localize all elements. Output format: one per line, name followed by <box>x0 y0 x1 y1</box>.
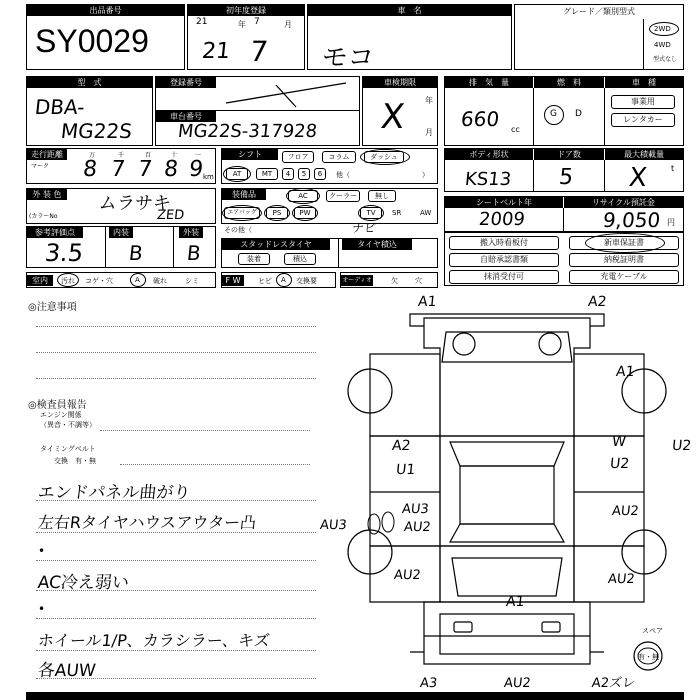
equip-ps: PS <box>266 207 288 219</box>
exterior-grade-label: 外装 <box>179 227 203 238</box>
mark-au2-left: AU2 <box>403 520 432 535</box>
mileage-unit-sen: 千 <box>118 152 125 159</box>
car-damage-diagram <box>340 296 686 692</box>
equip-ps-circle <box>264 205 290 221</box>
legend-strip <box>26 692 684 700</box>
color-code: ZED <box>156 208 185 223</box>
shift-box <box>221 148 438 184</box>
doc-tax: 納税証明書 <box>569 253 679 267</box>
tire-load-label: タイヤ積込 <box>342 239 412 250</box>
equip-tv: TV <box>360 207 382 219</box>
cond-a-circle <box>130 273 146 287</box>
color-box <box>26 188 216 224</box>
equip-aw: AW <box>420 209 432 217</box>
mark-a1-front: A1 <box>417 294 438 310</box>
studless-label: スタッドレスタイヤ <box>222 239 330 250</box>
shift-at-circle <box>223 166 251 182</box>
mileage-unit: km <box>203 173 214 181</box>
equip-pw-circle <box>292 205 318 221</box>
inspection-month-unit: 月 <box>425 128 433 137</box>
equip-other-label: その他（ <box>224 226 252 234</box>
chassis-label: 車台番号 <box>156 111 216 122</box>
mileage-digit-4: 8 <box>162 157 180 182</box>
equip-airbag-circle <box>222 205 262 221</box>
shift-at: AT <box>226 168 248 180</box>
load-unit: t <box>671 164 675 173</box>
equip-other-value: ナビ <box>351 221 377 235</box>
body-value: KS13 <box>463 169 513 190</box>
cond-a: A <box>135 276 140 284</box>
inspection-box <box>362 76 438 146</box>
color-value: ムラサキ <box>97 193 172 214</box>
fw-label: F W <box>222 275 244 286</box>
fw-a-circle <box>276 273 292 287</box>
spare-value: 有・無 <box>638 653 659 661</box>
exterior-grade-value: B <box>185 241 202 265</box>
recycle-unit: 円 <box>667 218 675 227</box>
shift-4: 4 <box>282 168 294 180</box>
score-label: 参考評価点 <box>27 227 83 238</box>
registration-chassis-box <box>155 76 360 146</box>
mark-au2-bottom: AU2 <box>503 676 532 691</box>
report-line-6: ホイール1/P、カラシラー、キズ <box>36 631 271 650</box>
mark-a1-rear: A1 <box>505 594 526 610</box>
mileage-unit-juu: 十 <box>171 152 178 159</box>
timing-belt-sub: 交換 有・無 <box>54 457 96 465</box>
fw-a: A <box>281 276 286 284</box>
interior-grade-value: B <box>127 241 144 265</box>
equip-ac-circle <box>286 188 320 204</box>
mark-a2-front: A2 <box>587 294 608 310</box>
equipment-label: 装備品 <box>222 189 266 200</box>
recycle-value: 9,050 <box>601 208 662 232</box>
documents-box <box>444 232 684 286</box>
recycle-label: リサイクル預託金 <box>564 197 683 208</box>
studless-loaded: 積込 <box>284 253 316 265</box>
shift-5: 5 <box>298 168 310 180</box>
first-reg-month-unit: 月 <box>284 20 292 29</box>
model-label: 型 式 <box>27 77 152 88</box>
report-line-2: 左右Rタイヤハウスアウター凸 <box>36 513 258 532</box>
report-line-4: AC冷え弱い <box>36 573 130 593</box>
first-registration-box <box>187 4 305 70</box>
shift-mt: MT <box>256 168 278 180</box>
inspection-value: X <box>378 97 407 137</box>
mark-a1-right: A1 <box>615 364 636 380</box>
spare-label: スペア <box>642 627 663 635</box>
cond-dirt: 汚れ <box>61 277 75 285</box>
reg-number-crossout <box>216 81 356 111</box>
interior-condition-box <box>26 272 216 288</box>
mileage-mark-label: マーク <box>31 163 50 170</box>
lot-number-box <box>26 4 185 70</box>
first-reg-year-unit: 年 <box>238 20 246 29</box>
drive-none: 型式なし <box>652 56 677 63</box>
color-label: 外 装 色 <box>27 189 67 200</box>
equipment-box <box>221 188 438 235</box>
timing-belt-label: タイミングベルト <box>40 445 96 453</box>
drive-2wd-circle <box>649 22 679 36</box>
first-reg-month-printed: 7 <box>254 17 260 27</box>
interior-cond-label: 室内 <box>27 275 53 286</box>
body-box <box>444 148 684 192</box>
mark-u1-left-door: U1 <box>395 462 416 478</box>
fuel-d: D <box>575 109 582 119</box>
doc-cable: 充電ケーブル <box>569 270 679 284</box>
lot-number-label: 出品番号 <box>27 5 184 16</box>
inspection-label: 車検期限 <box>363 77 437 88</box>
tire-box <box>221 238 438 268</box>
report-bullet-3: • <box>38 544 46 558</box>
audio-hole: 穴 <box>415 277 422 285</box>
engine-sub: （異音・不調等） <box>40 421 96 429</box>
studless-fitted: 装着 <box>238 253 270 265</box>
fw-crack: ヒビ <box>258 277 272 285</box>
score-value: 3.5 <box>43 239 85 267</box>
mark-u2-far-right: U2 <box>671 438 692 454</box>
drive-2wd: 2WD <box>654 25 671 33</box>
fuel-label: 燃 料 <box>534 77 604 88</box>
inspection-year-unit: 年 <box>425 96 433 105</box>
displacement-value: 660 <box>459 107 501 131</box>
equip-cooler: クーラー <box>326 190 360 202</box>
mileage-label: 走行距離 <box>27 149 67 160</box>
interior-grade-label: 内装 <box>109 227 133 238</box>
cond-stain: シミ <box>185 277 199 285</box>
mileage-unit-ichi: 一 <box>195 152 202 159</box>
lot-number: SY0029 <box>35 23 149 59</box>
grade-box <box>514 4 684 70</box>
doc-warranty: 新車保証書 <box>569 236 679 250</box>
mark-a2-bottom: A2ズレ <box>591 676 636 691</box>
mileage-digit-1: 8 <box>81 157 99 182</box>
fw-box <box>221 272 336 288</box>
first-registration-label: 初年度登録 <box>188 5 304 16</box>
mark-au2-left-low: AU2 <box>393 568 422 583</box>
mark-au2-right: AU2 <box>611 504 640 519</box>
displacement-label: 排 気 量 <box>445 77 533 88</box>
engine-label: エンジン関係 <box>40 411 82 419</box>
reg-number-label: 登録番号 <box>156 77 216 88</box>
mark-a2-left-door: A2 <box>391 438 412 454</box>
report-bullet-5: • <box>38 602 46 616</box>
car-name-label: 車 名 <box>308 5 511 16</box>
use-business: 事業用 <box>611 95 675 109</box>
mileage-digit-2: 7 <box>109 157 127 182</box>
mileage-unit-man: 万 <box>89 152 96 159</box>
grade-label: グレード／類別型式 <box>563 7 635 16</box>
report-line-7: 各AUW <box>36 661 97 681</box>
engine-fuel-box <box>444 76 684 146</box>
body-label: ボディ形状 <box>445 149 533 160</box>
shift-column: コラム <box>322 151 356 163</box>
load-value: X <box>627 163 649 193</box>
equip-none: 無し <box>368 190 396 202</box>
car-name-value: モコ <box>320 43 376 73</box>
audio-label: オーディオ <box>342 277 372 284</box>
report-line-1: エンドパネル曲がり <box>36 483 192 503</box>
shift-dash-circle <box>360 149 410 165</box>
mark-w-right-door: W <box>611 434 627 450</box>
first-reg-year-handwritten: 21 <box>200 39 232 64</box>
cond-burn: コゲ・穴 <box>85 277 113 285</box>
model-box <box>26 76 153 146</box>
doc-cancel: 抹消受付可 <box>449 270 559 284</box>
model-value-2: MG22S <box>59 119 134 143</box>
drive-4wd: 4WD <box>654 41 671 49</box>
car-name-box <box>307 4 512 73</box>
mileage-unit-hyaku: 百 <box>145 152 152 159</box>
shift-dash: ダッシュ <box>364 151 404 163</box>
mileage-digit-3: 7 <box>136 157 154 182</box>
seatbelt-recycle-box <box>444 196 684 232</box>
displacement-unit: cc <box>511 125 520 134</box>
seatbelt-label: シートベルト年 <box>445 197 563 208</box>
shift-6: 6 <box>314 168 326 180</box>
equip-sr: SR <box>392 209 402 217</box>
mark-au2-right-low: AU2 <box>607 572 636 587</box>
doc-sign: 搬入時看板付 <box>449 236 559 250</box>
audio-missing: 欠 <box>391 277 398 285</box>
shift-other-close: ） <box>422 171 429 179</box>
doc-warranty-circle <box>585 233 665 253</box>
load-label: 最大積載量 <box>605 149 683 160</box>
model-value-1: DBA- <box>33 95 86 119</box>
use-rental: レンタカー <box>611 113 675 127</box>
first-reg-year-printed: 21 <box>196 17 208 27</box>
doors-label: ドア数 <box>534 149 604 160</box>
equip-pw: PW <box>294 207 316 219</box>
fw-replace: 交換要 <box>296 277 317 285</box>
doors-value: 5 <box>557 165 575 190</box>
mileage-box <box>26 148 216 184</box>
cond-dirt-circle <box>57 273 79 287</box>
audio-box <box>340 272 438 288</box>
notes-label: ◎注意事項 <box>28 302 77 313</box>
cond-tear: 破れ <box>153 277 167 285</box>
doc-insurance: 自賠承認書類 <box>449 253 559 267</box>
chassis-value: MG22S-317928 <box>176 121 319 142</box>
mark-au3-left-b: AU3 <box>401 502 430 517</box>
first-reg-month-handwritten: 7 <box>248 35 270 68</box>
mark-a3-bottom: A3 <box>419 676 438 691</box>
equip-airbag: エアバッグ <box>224 207 260 219</box>
equip-ac: AC <box>288 190 318 202</box>
color-no-label: (カラーNo <box>29 213 58 220</box>
shift-other: 他（ <box>336 171 350 179</box>
mark-au3-left: AU3 <box>319 518 348 533</box>
fuel-g: G <box>550 109 557 119</box>
shift-label: シフト <box>222 149 278 160</box>
shift-floor: フロア <box>282 151 314 163</box>
vehicle-use-label: 車 種 <box>605 77 683 88</box>
grade-score-box <box>26 226 216 268</box>
mark-u2-right-door: U2 <box>609 456 630 472</box>
mileage-digit-5: 9 <box>187 157 205 182</box>
seatbelt-value: 2009 <box>477 209 526 230</box>
inspector-report-label: ◎検査員報告 <box>28 400 87 411</box>
